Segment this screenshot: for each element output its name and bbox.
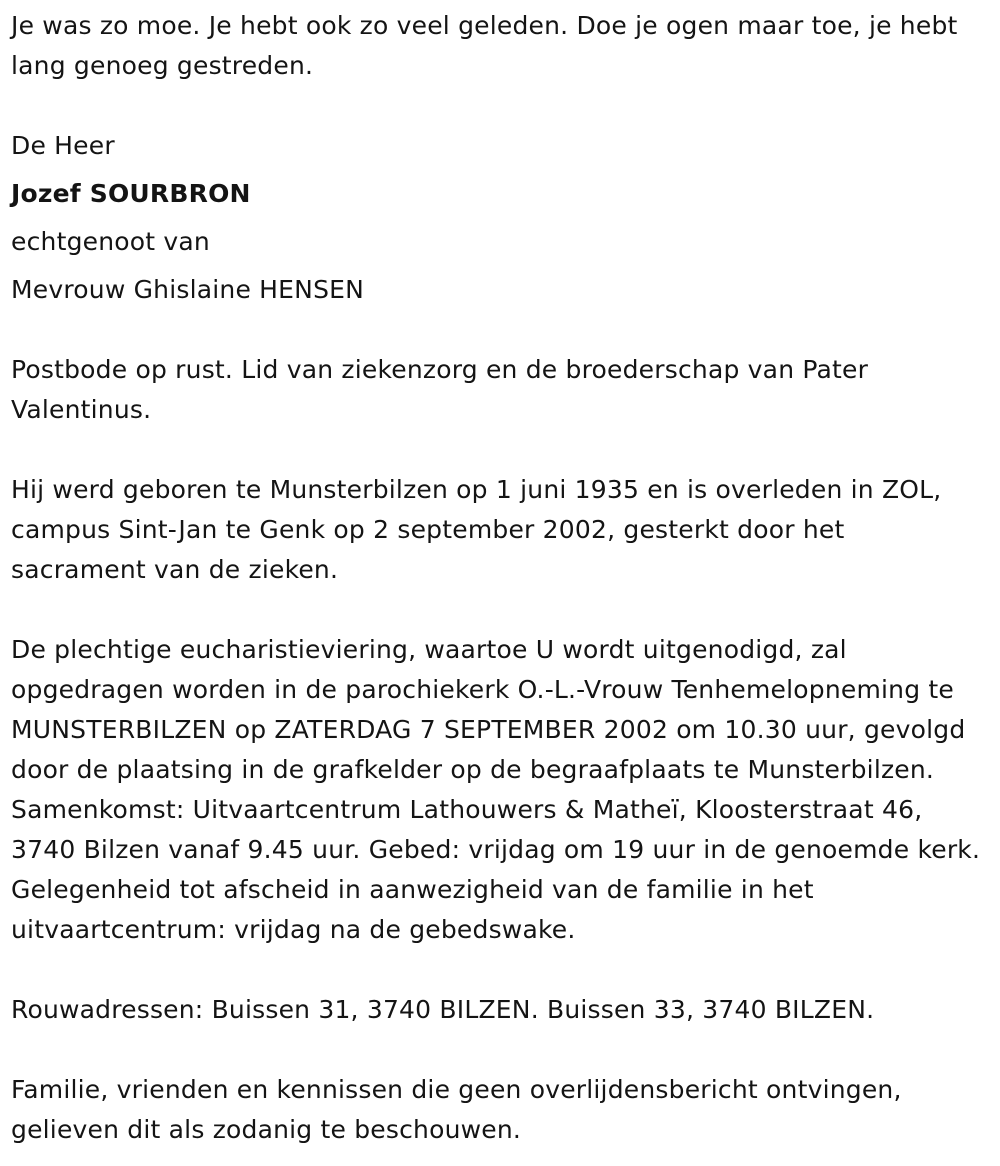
ceremony-text: De plechtige eucharistieviering, waartoe U wordt uitgenodigd, zal opgedragen worden in de parochiekerk O.-L.-Vrouw Tenhemelopneming te MUNSTERBILZEN op ZATERDAG 7 SEPTEMBER 2002 om 10.30 uur, gevolgd door de plaatsing in de grafkelder op de begraafplaats te Munsterbilzen. Samenkomst: Uitvaartcentrum Lathouwers & Matheï, Kloosterstraat 46, 3740 Bilzen vanaf 9.45 uur. Gebed: vrijdag om 19 uur in de genoemde kerk. Gelegenheid tot afscheid in aanwezigheid van de familie in het uitvaartcentrum: vrijdag na de gebedswake. xyxy=(11,635,981,944)
birth-death-text: Hij werd geboren te Munsterbilzen op 1 juni 1935 en is overleden in ZOL, campus Sint-Jan te Genk op 2 september 2002, gesterkt door het sacrament van de zieken. xyxy=(11,475,942,584)
death-notice xyxy=(11,6,986,1150)
title-prefix: De Heer xyxy=(11,131,115,160)
name-block xyxy=(11,122,986,314)
occupation-text: Postbode op rust. Lid van ziekenzorg en de broederschap van Pater Valentinus. xyxy=(11,355,869,424)
poem-text: Je was zo moe. Je hebt ook zo veel geleden. Doe je ogen maar toe, je hebt lang genoeg gestreden. xyxy=(11,11,958,80)
deceased-name: Jozef SOURBRON xyxy=(11,179,251,208)
spacer xyxy=(11,950,986,990)
spacer xyxy=(11,1030,986,1070)
spouse-relation: echtgenoot van xyxy=(11,227,210,256)
spacer xyxy=(11,430,986,470)
spacer xyxy=(11,590,986,630)
closing-text: Familie, vrienden en kennissen die geen overlijdensbericht ontvingen, gelieven dit als zodanig te beschouwen. xyxy=(11,1075,902,1144)
spacer xyxy=(11,310,986,350)
addresses-text: Rouwadressen: Buissen 31, 3740 BILZEN. Buissen 33, 3740 BILZEN. xyxy=(11,995,875,1024)
spacer xyxy=(11,86,986,126)
spouse-name: Mevrouw Ghislaine HENSEN xyxy=(11,275,365,304)
